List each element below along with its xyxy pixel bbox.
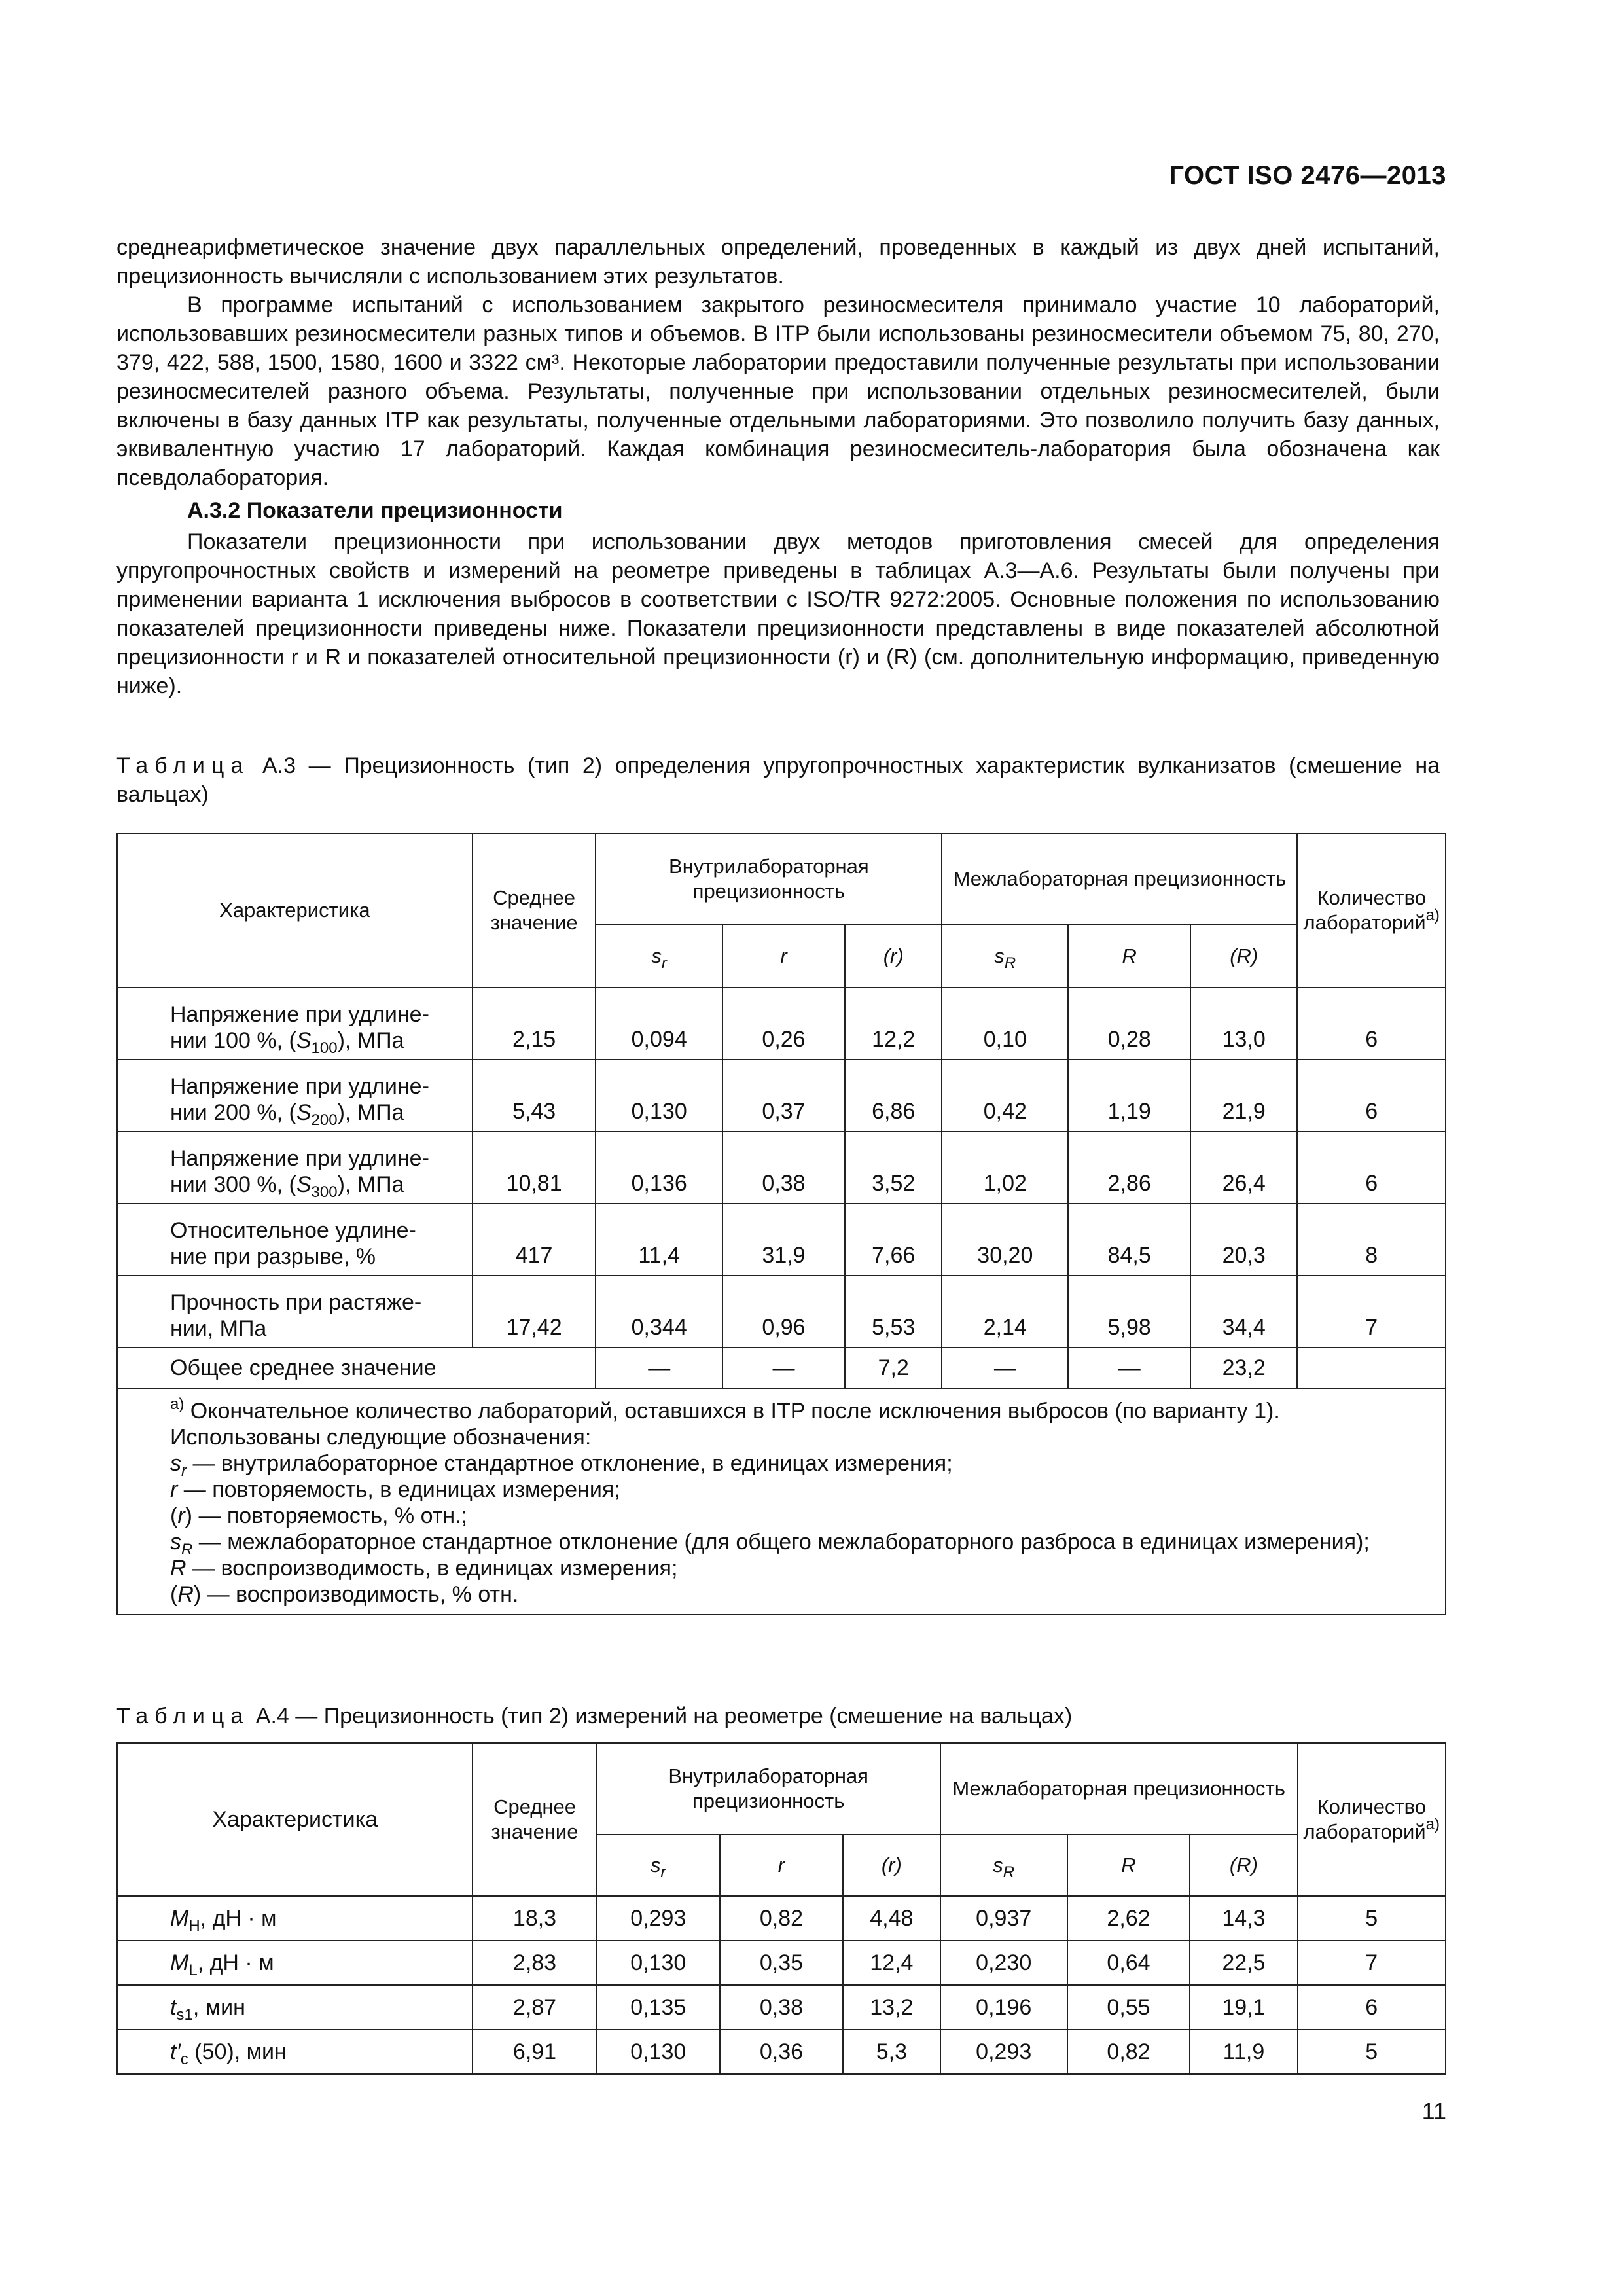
body-text <box>116 233 1440 700</box>
cell-mean: 17,42 <box>473 1276 596 1348</box>
caption-text: А.3 — Прецизионность (тип 2) определения упругопрочностных характеристик вулканизатов (смешение на вальцах) <box>116 753 1440 807</box>
cell-R-rel: 11,9 <box>1190 2030 1297 2074</box>
cell-mean: 2,87 <box>473 1985 596 2030</box>
row-characteristic: Напряжение при удлине- нии 300 %, $(S_{300})$, МПа <box>117 1132 473 1204</box>
cell-R: 1,19 <box>1068 1060 1190 1132</box>
table-a4-caption <box>116 1702 1440 1731</box>
header-sR: $s_R$ <box>942 925 1068 988</box>
cell-sR: 0,937 <box>940 1896 1067 1941</box>
cell-sr: 0,344 <box>596 1276 722 1348</box>
cell-sr: 0,136 <box>596 1132 722 1204</box>
caption-label: Таблица <box>116 753 250 778</box>
table-a3 <box>116 833 1446 1615</box>
cell-sr: 0,293 <box>597 1896 720 1941</box>
cell-r: 0,96 <box>722 1276 845 1348</box>
overall-r: — <box>722 1348 845 1388</box>
overall-mean-label: Общее среднее значение <box>117 1348 596 1388</box>
note-r-rel: (r) — повторяемость, % отн.; <box>170 1503 468 1528</box>
header-sr: $s_r$ <box>597 1835 720 1896</box>
table-row <box>117 1204 1446 1276</box>
cell-mean: 6,91 <box>473 2030 596 2074</box>
caption-label: Таблица <box>116 1704 250 1729</box>
cell-R-rel: 26,4 <box>1190 1132 1297 1204</box>
caption-text: А.4 — Прецизионность (тип 2) измерений на реометре (смешение на вальцах) <box>255 1704 1073 1729</box>
cell-r: 0,82 <box>720 1896 843 1941</box>
header-R-rel: (R) <box>1190 1835 1297 1896</box>
header-sr: $s_r$ <box>596 925 722 988</box>
cell-sR: 0,10 <box>942 988 1068 1060</box>
paragraph-1: среднеарифметическое значение двух параллельных определений, проведенных в каждый из двух дней испытаний, прецизионность вычисляли с использованием этих результатов. <box>116 235 1440 289</box>
note-sR: $s_R$ — межлабораторное стандартное отклонение (для общего межлабораторного разброса в единицах измерения); <box>170 1530 1370 1558</box>
cell-r-rel: 4,48 <box>843 1896 940 1941</box>
section-heading: А.3.2 Показатели прецизионности <box>187 498 563 523</box>
cell-sr: 0,130 <box>597 1941 720 1985</box>
cell-lab-count: 7 <box>1297 1276 1446 1348</box>
cell-lab-count: 6 <box>1298 1985 1446 2030</box>
paragraph-3: Показатели прецизионности при использовании двух методов приготовления смесей для определения упругопрочностных свойств и измерений на реометре приведены в таблицах А.3—А.6. Результаты были получены при применении варианта 1 исключения выбросов в соответствии с ISO/TR 9272:2005. Основные положения по использованию показателей прецизионности приведены ниже. Показатели прецизионности представлены в виде показателей абсолютной прецизионности r и R и показателей относительной прецизионности (r) и (R) (см. дополнительную информацию, приведенную ниже). <box>116 529 1440 698</box>
cell-R-rel: 21,9 <box>1190 1060 1297 1132</box>
header-R: R <box>1068 925 1190 988</box>
cell-r-rel: 12,2 <box>845 988 942 1060</box>
table-row <box>117 1132 1446 1204</box>
header-r: r <box>720 1835 843 1896</box>
cell-R-rel: 19,1 <box>1190 1985 1297 2030</box>
cell-sR: 0,293 <box>940 2030 1067 2074</box>
header-between-lab: Межлабораторная прецизионность <box>940 1743 1298 1835</box>
table-row <box>117 1060 1446 1132</box>
header-r-rel: (r) <box>843 1835 940 1896</box>
cell-R-rel: 14,3 <box>1190 1896 1297 1941</box>
row-characteristic: Напряжение при удлине- нии 100 %, $(S_{100})$, МПа <box>117 988 473 1060</box>
cell-r-rel: 7,66 <box>845 1204 942 1276</box>
table-a3-notes <box>117 1388 1446 1615</box>
header-mean: Среднее значение <box>473 1743 596 1896</box>
header-lab-count: Количество лабораторий$^{а)}$ <box>1298 1743 1446 1896</box>
cell-sr: 0,135 <box>597 1985 720 2030</box>
cell-mean: 2,83 <box>473 1941 596 1985</box>
cell-sR: 0,230 <box>940 1941 1067 1985</box>
table-row <box>117 1276 1446 1348</box>
overall-n <box>1297 1348 1446 1388</box>
cell-mean: 5,43 <box>473 1060 596 1132</box>
cell-r-rel: 13,2 <box>843 1985 940 2030</box>
cell-r-rel: 6,86 <box>845 1060 942 1132</box>
cell-r-rel: 5,3 <box>843 2030 940 2074</box>
header-sR: $s_R$ <box>940 1835 1067 1896</box>
row-characteristic: $t_{s1}$, мин <box>117 1985 473 2030</box>
overall-r-rel: 7,2 <box>845 1348 942 1388</box>
cell-mean: 10,81 <box>473 1132 596 1204</box>
table-row <box>117 1896 1446 1941</box>
cell-R-rel: 22,5 <box>1190 1941 1297 1985</box>
note-r: r — повторяемость, в единицах измерения; <box>170 1477 620 1502</box>
row-characteristic: $M_L$, дН · м <box>117 1941 473 1985</box>
cell-sR: 0,42 <box>942 1060 1068 1132</box>
header-lab-count: Количество лабораторий$^{а)}$ <box>1297 833 1446 988</box>
header-between-lab: Межлабораторная прецизионность <box>942 833 1297 925</box>
cell-sR: 30,20 <box>942 1204 1068 1276</box>
cell-R: 0,28 <box>1068 988 1190 1060</box>
cell-r-rel: 3,52 <box>845 1132 942 1204</box>
row-characteristic: Относительное удлине- ние при разрыве, % <box>117 1204 473 1276</box>
table-row <box>117 1985 1446 2030</box>
paragraph-2: В программе испытаний с использованием закрытого резиносмесителя принимало участие 10 лабораторий, использовавших резиносмесители разных типов и объемов. В ITP были использованы резиносмесители объемом 75, 80, 270, 379, 422, 588, 1500, 1580, 1600 и 3322 см³. Некоторые лаборатории предоставили полученные результаты при использовании резиносмесителей разного объема. Результаты, полученные при использовании отдельных резиносмесителей, были включены в базу данных ITP как результаты, полученные отдельными лабораториями. Это позволило получить базу данных, эквивалентную участию 17 лабораторий. Каждая комбинация резиносмеситель-лаборатория была обозначена как псевдолаборатория. <box>116 293 1440 490</box>
cell-r-rel: 5,53 <box>845 1276 942 1348</box>
header-R: R <box>1067 1835 1190 1896</box>
cell-lab-count: 8 <box>1297 1204 1446 1276</box>
overall-sr: — <box>596 1348 722 1388</box>
cell-lab-count: 6 <box>1297 1060 1446 1132</box>
header-within-lab: Внутрилабораторная прецизионность <box>597 1743 940 1835</box>
header-r-rel: (r) <box>845 925 942 988</box>
table-row <box>117 1941 1446 1985</box>
note-R: R — воспроизводимость, в единицах измерения; <box>170 1556 678 1581</box>
cell-R: 84,5 <box>1068 1204 1190 1276</box>
cell-lab-count: 7 <box>1298 1941 1446 1985</box>
cell-r: 0,35 <box>720 1941 843 1985</box>
overall-R: — <box>1068 1348 1190 1388</box>
cell-r: 0,26 <box>722 988 845 1060</box>
row-characteristic: $t'_c$ (50), мин <box>117 2030 473 2074</box>
cell-r-rel: 12,4 <box>843 1941 940 1985</box>
cell-lab-count: 6 <box>1297 988 1446 1060</box>
note-R-rel: (R) — воспроизводимость, % отн. <box>170 1582 519 1607</box>
cell-r: 31,9 <box>722 1204 845 1276</box>
page-number: 11 <box>1421 2098 1446 2125</box>
header-within-lab: Внутрилабораторная прецизионность <box>596 833 942 925</box>
cell-mean: 417 <box>473 1204 596 1276</box>
table-row <box>117 2030 1446 2074</box>
cell-mean: 2,15 <box>473 988 596 1060</box>
cell-R-rel: 34,4 <box>1190 1276 1297 1348</box>
cell-R: 0,64 <box>1067 1941 1190 1985</box>
cell-R: 2,86 <box>1068 1132 1190 1204</box>
header-r: r <box>722 925 845 988</box>
overall-R-rel: 23,2 <box>1190 1348 1297 1388</box>
cell-sR: 1,02 <box>942 1132 1068 1204</box>
cell-sR: 0,196 <box>940 1985 1067 2030</box>
standard-designation: ГОСТ ISO 2476—2013 <box>1169 161 1446 190</box>
cell-r: 0,37 <box>722 1060 845 1132</box>
cell-R: 5,98 <box>1068 1276 1190 1348</box>
row-characteristic: Напряжение при удлине- нии 200 %, $(S_{200})$, МПа <box>117 1060 473 1132</box>
cell-mean: 18,3 <box>473 1896 596 1941</box>
cell-lab-count: 6 <box>1297 1132 1446 1204</box>
cell-R-rel: 20,3 <box>1190 1204 1297 1276</box>
table-a4 <box>116 1742 1446 2075</box>
note-a: $^{а)}$ Окончательное количество лабораторий, оставшихся в ITP после исключения выбросов (по варианту 1). <box>170 1395 1280 1424</box>
cell-sr: 0,130 <box>596 1060 722 1132</box>
cell-r: 0,36 <box>720 2030 843 2074</box>
header-R-rel: (R) <box>1190 925 1297 988</box>
note-sr: $s_r$ — внутрилабораторное стандартное отклонение, в единицах измерения; <box>170 1451 953 1480</box>
cell-R: 0,55 <box>1067 1985 1190 2030</box>
cell-R-rel: 13,0 <box>1190 988 1297 1060</box>
overall-sR: — <box>942 1348 1068 1388</box>
cell-sr: 11,4 <box>596 1204 722 1276</box>
header-mean: Среднее значение <box>473 833 596 988</box>
cell-R: 0,82 <box>1067 2030 1190 2074</box>
cell-sr: 0,094 <box>596 988 722 1060</box>
cell-r: 0,38 <box>722 1132 845 1204</box>
header-characteristic: Характеристика <box>117 833 473 988</box>
cell-R: 2,62 <box>1067 1896 1190 1941</box>
row-characteristic: Прочность при растяже- нии, МПа <box>117 1276 473 1348</box>
cell-sR: 2,14 <box>942 1276 1068 1348</box>
cell-lab-count: 5 <box>1298 2030 1446 2074</box>
cell-sr: 0,130 <box>597 2030 720 2074</box>
header-characteristic: Характеристика <box>117 1743 473 1896</box>
note-intro: Использованы следующие обозначения: <box>170 1425 592 1450</box>
table-a3-caption <box>116 751 1440 809</box>
cell-r: 0,38 <box>720 1985 843 2030</box>
row-characteristic: $M_H$, дН · м <box>117 1896 473 1941</box>
cell-lab-count: 5 <box>1298 1896 1446 1941</box>
table-row <box>117 988 1446 1060</box>
